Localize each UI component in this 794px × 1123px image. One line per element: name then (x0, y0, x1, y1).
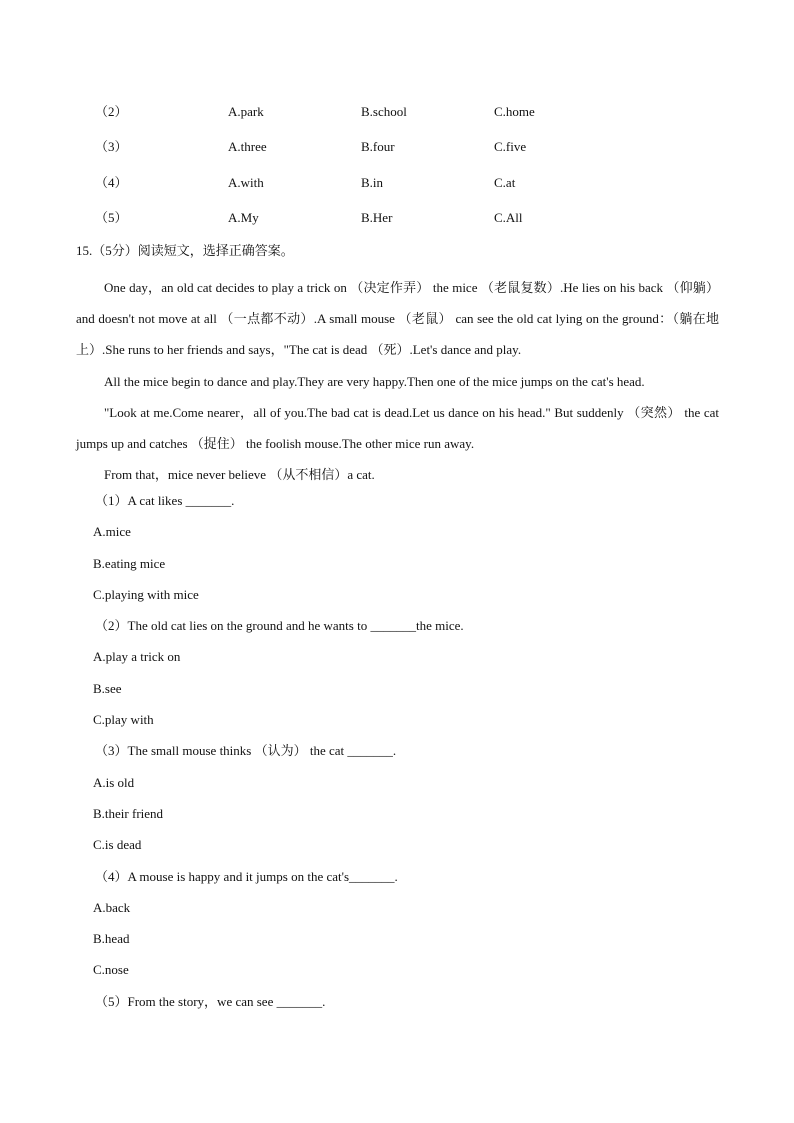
passage-paragraph: All the mice begin to dance and play.They are very happy.Then one of the mice jumps on the cat's head. (104, 373, 645, 389)
question-heading: 15.（5分）阅读短文，选择正确答案。 (76, 243, 294, 258)
option-b: B.four (361, 139, 395, 154)
option-row-number: （4） (95, 175, 128, 190)
question-list (93, 490, 693, 1022)
answer-option: B.their friend (93, 805, 164, 821)
question-stem: （1）A cat likes _______. (95, 493, 235, 508)
option-row-2 (0, 102, 794, 122)
option-row-number: （2） (95, 104, 128, 119)
answer-option: C.play with (93, 712, 154, 728)
passage-paragraph: One day，an old cat decides to play a trick on （决定作弄） the mice （老鼠复数）.He lies on his back （仰躺） and doesn't not move at all （一点都不动）.A small mouse （老鼠） can see the old cat lying on the ground：（躺在地上）.She runs to her friends and says，"The cat is dead （死）.Let's dance and play. (76, 280, 719, 358)
option-c: C.at (494, 175, 516, 190)
answer-option: C.is dead (93, 837, 142, 853)
option-c: C.five (494, 139, 527, 154)
question-stem: （5）From the story，we can see _______. (95, 993, 326, 1009)
option-a: A.My (228, 210, 259, 225)
passage-paragraph: "Look at me.Come nearer，all of you.The bad cat is dead.Let us dance on his head." But suddenly （突然） the cat jumps up and catches （捉住） the foolish mouse.The other mice run away. (76, 404, 719, 452)
option-a: A.with (228, 175, 264, 190)
answer-option: B.eating mice (93, 555, 166, 571)
option-a: A.three (228, 139, 267, 154)
option-a: A.park (228, 104, 264, 119)
answer-option: A.play a trick on (93, 649, 181, 665)
answer-option: C.playing with mice (93, 586, 199, 602)
option-row-3 (0, 137, 794, 157)
question-stem: （2）The old cat lies on the ground and he wants to _______the mice. (95, 618, 464, 634)
option-b: B.in (361, 175, 384, 190)
reading-passage (76, 272, 719, 490)
question-stem: （4）A mouse is happy and it jumps on the cat's_______. (95, 868, 398, 884)
option-row-number: （5） (95, 210, 128, 225)
answer-option: A.back (93, 899, 131, 915)
option-row-5 (0, 208, 794, 228)
answer-option: A.is old (93, 774, 135, 790)
option-c: C.home (494, 104, 535, 119)
option-b: B.school (361, 104, 407, 119)
option-row-4 (0, 173, 794, 193)
passage-paragraph: From that，mice never believe （从不相信）a cat. (104, 467, 375, 483)
option-c: C.All (494, 210, 523, 225)
option-row-number: （3） (95, 139, 128, 154)
answer-option: B.see (93, 680, 122, 696)
answer-option: B.head (93, 931, 130, 947)
question-stem: （3）The small mouse thinks （认为） the cat _______. (95, 743, 397, 759)
answer-option: A.mice (93, 524, 131, 540)
option-b: B.Her (361, 210, 393, 225)
answer-option: C.nose (93, 962, 129, 978)
